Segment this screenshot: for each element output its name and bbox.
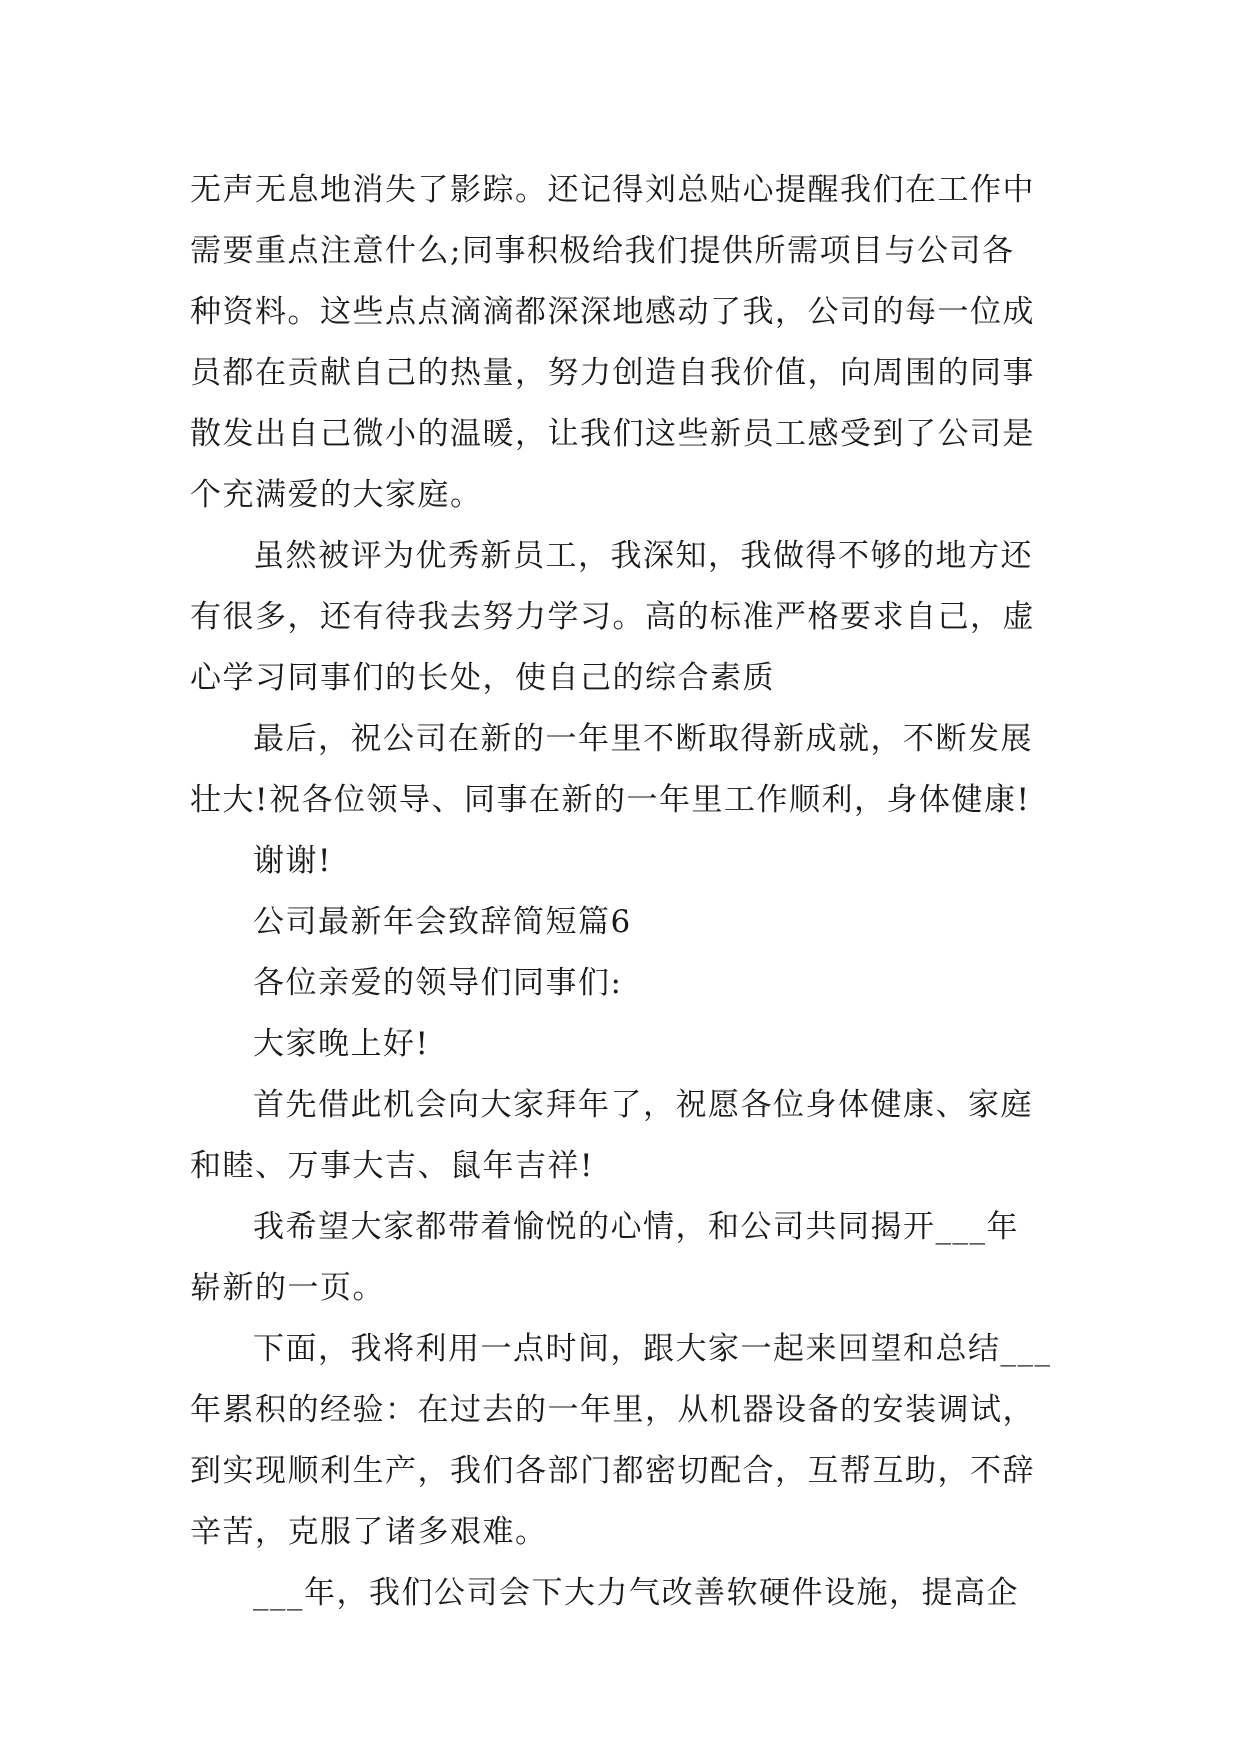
closing-thanks: 谢谢! <box>253 843 332 879</box>
text-line: 到实现顺利生产，我们各部门都密切配合，互帮互助，不辞 <box>190 1453 1035 1489</box>
text-line: 心学习同事们的长处，使自己的综合素质 <box>190 660 775 696</box>
text-line: 种资料。这些点点滴滴都深深地感动了我，公司的每一位成 <box>190 294 1035 330</box>
paragraph-start-line: 最后，祝公司在新的一年里不断取得新成就，不断发展 <box>253 721 1033 757</box>
text-line: 需要重点注意什么;同事积极给我们提供所需项目与公司各 <box>190 233 1015 269</box>
text-line: 辛苦，克服了诸多艰难。 <box>190 1514 548 1550</box>
paragraph-start-line: 我希望大家都带着愉悦的心情，和公司共同揭开___年 <box>253 1209 1019 1245</box>
text-line: 无声无息地消失了影踪。还记得刘总贴心提醒我们在工作中 <box>190 172 1035 208</box>
salutation: 各位亲爱的领导们同事们: <box>253 965 623 1001</box>
text-line: 个充满爱的大家庭。 <box>190 477 483 513</box>
section-heading: 公司最新年会致辞简短篇6 <box>253 904 632 940</box>
paragraph-start-line: 下面，我将利用一点时间，跟大家一起来回望和总结___ <box>253 1331 1052 1367</box>
text-line: 有很多，还有待我去努力学习。高的标准严格要求自己，虚 <box>190 599 1035 635</box>
paragraph-start-line: 虽然被评为优秀新员工，我深知，我做得不够的地方还 <box>253 538 1033 574</box>
text-line: 和睦、万事大吉、鼠年吉祥! <box>190 1148 594 1184</box>
text-line: 散发出自己微小的温暖，让我们这些新员工感受到了公司是 <box>190 416 1035 452</box>
paragraph-start-line: ___年，我们公司会下大力气改善软硬件设施，提高企 <box>253 1575 1019 1611</box>
text-line: 壮大!祝各位领导、同事在新的一年里工作顺利，身体健康! <box>190 782 1031 818</box>
text-line: 崭新的一页。 <box>190 1270 385 1306</box>
greeting: 大家晚上好! <box>253 1026 430 1062</box>
paragraph-start-line: 首先借此机会向大家拜年了，祝愿各位身体健康、家庭 <box>253 1087 1033 1123</box>
document-body <box>190 160 1060 1624</box>
text-line: 年累积的经验：在过去的一年里，从机器设备的安装调试， <box>190 1392 1035 1428</box>
text-line: 员都在贡献自己的热量，努力创造自我价值，向周围的同事 <box>190 355 1035 391</box>
